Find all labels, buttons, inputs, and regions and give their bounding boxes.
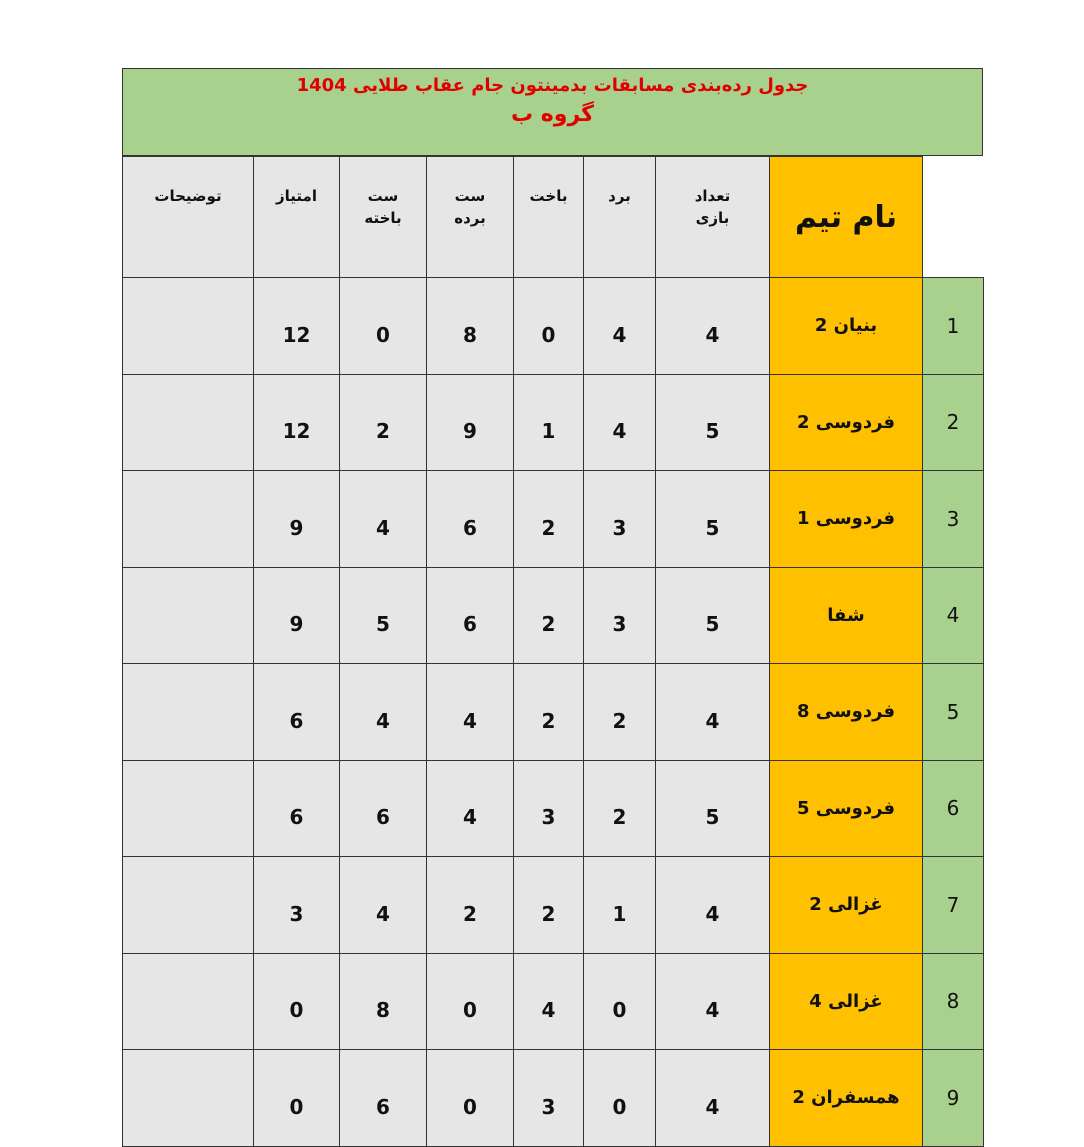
notes-cell bbox=[123, 1050, 254, 1147]
losses-cell: 1 bbox=[514, 374, 584, 471]
sets-won-cell: 9 bbox=[427, 374, 514, 471]
sets-won-cell: 4 bbox=[427, 760, 514, 857]
rank-header bbox=[923, 157, 984, 278]
notes-cell bbox=[123, 953, 254, 1050]
rank-cell: 7 bbox=[923, 857, 984, 954]
wins-cell: 2 bbox=[584, 664, 656, 761]
wins-header: برد bbox=[584, 157, 656, 278]
wins-cell: 3 bbox=[584, 567, 656, 664]
sets-won-cell: 4 bbox=[427, 664, 514, 761]
rank-cell: 2 bbox=[923, 374, 984, 471]
sets-won-cell: 0 bbox=[427, 1050, 514, 1147]
sets-lost-cell: 6 bbox=[340, 1050, 427, 1147]
points-cell: 0 bbox=[254, 953, 340, 1050]
team-cell: غزالی 2 bbox=[770, 857, 923, 954]
wins-cell: 2 bbox=[584, 760, 656, 857]
wins-cell: 3 bbox=[584, 471, 656, 568]
notes-cell bbox=[123, 664, 254, 761]
rank-cell: 4 bbox=[923, 567, 984, 664]
sets-lost-cell: 4 bbox=[340, 664, 427, 761]
team-cell: همسفران 2 bbox=[770, 1050, 923, 1147]
notes-cell bbox=[123, 857, 254, 954]
points-header: امتیاز bbox=[254, 157, 340, 278]
standings-sheet bbox=[122, 68, 983, 1147]
losses-cell: 0 bbox=[514, 278, 584, 375]
losses-header: باخت bbox=[514, 157, 584, 278]
points-cell: 12 bbox=[254, 374, 340, 471]
games-cell: 5 bbox=[656, 374, 770, 471]
wins-cell: 0 bbox=[584, 953, 656, 1050]
notes-header: توضیحات bbox=[123, 157, 254, 278]
losses-cell: 2 bbox=[514, 857, 584, 954]
notes-cell bbox=[123, 471, 254, 568]
losses-cell: 2 bbox=[514, 567, 584, 664]
team-cell: فردوسی 5 bbox=[770, 760, 923, 857]
sets-won-header: ست برده bbox=[427, 157, 514, 278]
games-cell: 5 bbox=[656, 567, 770, 664]
sets-won-cell: 0 bbox=[427, 953, 514, 1050]
standings-table bbox=[122, 156, 984, 1147]
losses-cell: 3 bbox=[514, 1050, 584, 1147]
sets-lost-header: ست باخته bbox=[340, 157, 427, 278]
points-cell: 6 bbox=[254, 664, 340, 761]
table-row bbox=[123, 760, 984, 857]
points-cell: 0 bbox=[254, 1050, 340, 1147]
rank-cell: 9 bbox=[923, 1050, 984, 1147]
team-cell: شفا bbox=[770, 567, 923, 664]
games-cell: 4 bbox=[656, 953, 770, 1050]
notes-cell bbox=[123, 278, 254, 375]
team-cell: فردوسی 2 bbox=[770, 374, 923, 471]
games-cell: 4 bbox=[656, 1050, 770, 1147]
table-row bbox=[123, 278, 984, 375]
sets-won-cell: 2 bbox=[427, 857, 514, 954]
points-cell: 9 bbox=[254, 567, 340, 664]
team-cell: غزالی 4 bbox=[770, 953, 923, 1050]
wins-cell: 0 bbox=[584, 1050, 656, 1147]
rank-cell: 1 bbox=[923, 278, 984, 375]
table-row bbox=[123, 953, 984, 1050]
points-cell: 6 bbox=[254, 760, 340, 857]
games-cell: 4 bbox=[656, 664, 770, 761]
points-cell: 9 bbox=[254, 471, 340, 568]
wins-cell: 4 bbox=[584, 374, 656, 471]
points-cell: 12 bbox=[254, 278, 340, 375]
rank-cell: 6 bbox=[923, 760, 984, 857]
page-title: جدول رده‌بندی مسابقات بدمینتون جام عقاب طلایی 1404 bbox=[296, 75, 809, 96]
notes-cell bbox=[123, 374, 254, 471]
wins-cell: 4 bbox=[584, 278, 656, 375]
games-header: تعداد بازی bbox=[656, 157, 770, 278]
header-row bbox=[123, 157, 984, 278]
losses-cell: 2 bbox=[514, 471, 584, 568]
notes-cell bbox=[123, 567, 254, 664]
table-row bbox=[123, 567, 984, 664]
standings-body bbox=[123, 278, 984, 1147]
losses-cell: 2 bbox=[514, 664, 584, 761]
games-cell: 4 bbox=[656, 278, 770, 375]
team-cell: فردوسی 8 bbox=[770, 664, 923, 761]
points-cell: 3 bbox=[254, 857, 340, 954]
sets-lost-cell: 5 bbox=[340, 567, 427, 664]
sets-won-cell: 6 bbox=[427, 567, 514, 664]
rank-cell: 5 bbox=[923, 664, 984, 761]
sets-won-cell: 6 bbox=[427, 471, 514, 568]
sets-lost-cell: 4 bbox=[340, 471, 427, 568]
title-banner bbox=[122, 68, 983, 156]
table-row bbox=[123, 471, 984, 568]
rank-cell: 3 bbox=[923, 471, 984, 568]
sets-lost-cell: 4 bbox=[340, 857, 427, 954]
sets-lost-cell: 0 bbox=[340, 278, 427, 375]
sets-won-cell: 8 bbox=[427, 278, 514, 375]
team-cell: بنیان 2 bbox=[770, 278, 923, 375]
losses-cell: 3 bbox=[514, 760, 584, 857]
table-row bbox=[123, 664, 984, 761]
losses-cell: 4 bbox=[514, 953, 584, 1050]
notes-cell bbox=[123, 760, 254, 857]
sets-lost-cell: 6 bbox=[340, 760, 427, 857]
table-row bbox=[123, 374, 984, 471]
rank-cell: 8 bbox=[923, 953, 984, 1050]
table-row bbox=[123, 857, 984, 954]
wins-cell: 1 bbox=[584, 857, 656, 954]
games-cell: 5 bbox=[656, 760, 770, 857]
group-title: گروه ب bbox=[511, 102, 594, 127]
games-cell: 5 bbox=[656, 471, 770, 568]
table-row bbox=[123, 1050, 984, 1147]
games-cell: 4 bbox=[656, 857, 770, 954]
sets-lost-cell: 2 bbox=[340, 374, 427, 471]
team-cell: فردوسی 1 bbox=[770, 471, 923, 568]
sets-lost-cell: 8 bbox=[340, 953, 427, 1050]
team-header: نام تیم bbox=[770, 157, 923, 278]
